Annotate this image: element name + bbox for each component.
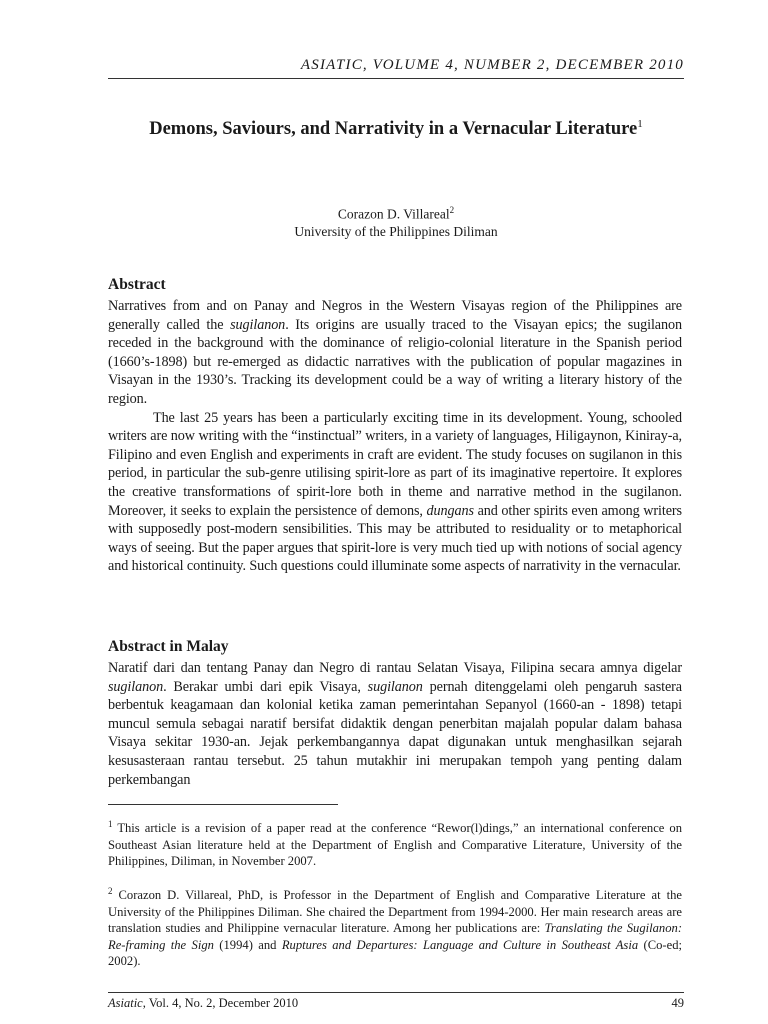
article-title <box>108 110 684 143</box>
abstract-heading: Abstract <box>108 276 166 293</box>
footnote-1 <box>108 816 682 870</box>
footnote-2-text-c: (Co-ed; 2002). <box>108 937 682 969</box>
author-footnote-mark[interactable]: 2 <box>449 205 455 215</box>
malay-italic-2: sugilanon <box>367 678 423 695</box>
author-affiliation: University of the Philippines Diliman <box>294 223 498 239</box>
abstract-body <box>108 297 682 576</box>
footnote-1-text: This article is a revision of a paper read at the conference “Rewor(l)dings,” an international conference on Southeast Asian literature held at the Department of English and Comparative Literature, University of the Philippines, Diliman, in November 2007. <box>108 821 683 869</box>
abstract-p1-text-b: . Its origins are usually traced to the Visayan epics; the sugilanon receded in the background with the dominance of religio-colonial literature in the Spanish period (1660’s-1898) but re-emerged as didactic narratives with the publication of popular magazines in Visayan in the 1930’s. Tracking its development could be a way of writing a literary history of the region. <box>108 316 682 407</box>
abstract-malay-paragraph <box>108 659 682 789</box>
footnote-1-paragraph <box>108 816 682 870</box>
footer-journal-name: Asiatic <box>108 996 143 1010</box>
footnote-2-text-b: (1994) and <box>213 937 282 952</box>
footnote-2-mark: 2 <box>108 886 113 896</box>
footer-volume: , Vol. 4, No. 2, December 2010 <box>142 996 299 1010</box>
abstract-paragraph-2 <box>108 409 682 576</box>
article-title-text: Demons, Saviours, and Narrativity in a Vernacular Literature <box>149 119 638 140</box>
page-footer <box>108 992 684 1011</box>
page-number: 49 <box>671 996 684 1010</box>
running-head: ASIATIC, VOLUME 4, NUMBER 2, DECEMBER 2010 <box>108 57 684 79</box>
footnote-separator <box>108 804 338 805</box>
abstract-paragraph-1 <box>108 297 682 409</box>
footnote-2-text-a: Corazon D. Villareal, PhD, is Professor in the Department of English and Comparative Literature at the University of the Philippines Diliman. She chaired the Department from 1994-2000. Her main research areas are translation studies and Philippine vernacular literature. Among her publications are: <box>108 888 682 936</box>
abstract-malay-heading: Abstract in Malay <box>108 638 229 655</box>
malay-italic-1: sugilanon <box>108 678 164 695</box>
footnote-2-paragraph <box>108 883 682 970</box>
footnote-1-mark: 1 <box>108 819 113 829</box>
author-name: Corazon D. Villareal <box>337 206 450 222</box>
abstract-p2-text-a: The last 25 years has been a particularly exciting time in its development. Young, schooled writers are now writing with the “instinctual” writers, in a variety of languages, Hiligaynon, Kiniray-a, Filipino and even English and experiments in craft are evident. The study focuses on sugilanon in this period, in particular the sub-genre utilising spirit-lore as part of its imaginative repertoire. It explores the creative transformations of spirit-lore both in theme and narrative method in the sugilanon. Moreover, it seeks to explain the persistence of demons, <box>108 409 682 519</box>
footnote-2-italic-1: Translating the Sugilanon: Re-framing the Sign <box>108 921 683 952</box>
author-block <box>108 202 684 240</box>
malay-text-c: pernah ditenggelami oleh pengaruh sastera berbentuk keagamaan dan kolonial ketika zaman pemerintahan Sepanyol (1660-an - 1898) tetapi muncul semula sebagai naratif bersifat didaktik dengan penerbitan majalah popular dalam bahasa Visaya sekitar 1930-an. Jejak perkembangannya dapat digunakan untuk menghasilkan sejarah kesusasteraan rantau tersebut. 25 tahun mutakhir ini merupakan tempoh yang penting dalam perkembangan <box>108 678 682 788</box>
footer-citation <box>108 996 298 1011</box>
author-line <box>108 202 684 223</box>
abstract-p2-italic: dungans <box>426 502 474 519</box>
title-footnote-mark[interactable]: 1 <box>637 118 643 130</box>
footnote-2 <box>108 883 682 970</box>
malay-text-b: . Berakar umbi dari epik Visaya, <box>163 678 368 695</box>
malay-text-a: Naratif dari dan tentang Panay dan Negro di rantau Selatan Visaya, Filipina secara amnya digelar <box>108 660 682 676</box>
abstract-p1-italic: sugilanon <box>230 316 286 333</box>
abstract-p2-text-b: and other spirits even among writers with supposedly post-modern sensibilities. This may be attributed to residuality or to metaphorical ways of seeing. But the paper argues that spirit-lore is very much tied up with notions of social agency and historical continuity. Such questions could illuminate some aspects of narrativity in the vernacular. <box>108 502 682 575</box>
abstract-p1-text-a: Narratives from and on Panay and Negros in the Western Visayas region of the Philippines are generally called the <box>108 298 682 333</box>
footnote-2-italic-2: Ruptures and Departures: Language and Culture in Southeast Asia <box>281 937 639 952</box>
abstract-malay-body <box>108 659 682 789</box>
